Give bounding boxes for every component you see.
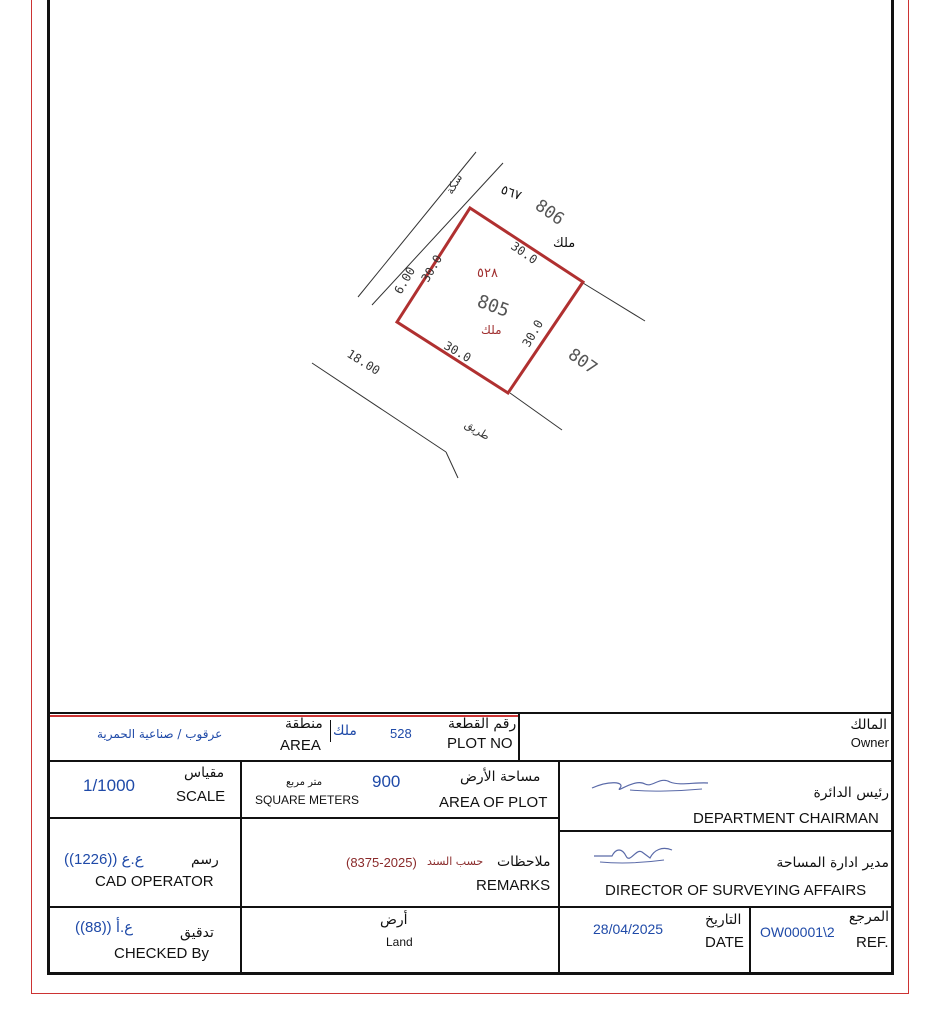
owner-label-en: Owner: [850, 735, 889, 750]
col-divider-left: [240, 760, 242, 974]
checked-value: ع.أ ((88)): [75, 919, 134, 936]
owner-label-ar: المالك: [850, 717, 887, 733]
road-top-inner-edge: [372, 163, 503, 305]
row-divider-left-1: [50, 817, 558, 819]
remarks-label-ar: ملاحظات: [497, 854, 551, 870]
date-label-ar: التاريخ: [705, 912, 742, 928]
dim-right: 30.0: [519, 317, 547, 350]
plot-number: 805: [474, 290, 513, 322]
chairman-signature: [590, 770, 710, 800]
row-divider-right-1: [558, 830, 892, 832]
director-label-en: DIRECTOR OF SURVEYING AFFAIRS: [605, 882, 867, 899]
date-label-en: DATE: [705, 934, 744, 951]
plot-no-label-ar: رقم القطعة: [448, 716, 517, 732]
road-width-top: 6.00: [391, 264, 419, 297]
dept-chairman-label-ar: رئيس الدائرة: [813, 785, 889, 801]
checked-label-en: CHECKED By: [114, 945, 210, 962]
remarks-value: (8375-2025): [346, 855, 417, 870]
area-value: عرقوب / صناعية الحمرية: [97, 727, 223, 741]
road-bottom-label: طريق: [462, 417, 493, 443]
row-divider-2: [50, 906, 892, 908]
north-neighbor-number: 806: [531, 195, 568, 230]
east-neighbor-number: 807: [564, 344, 601, 379]
row-divider-1: [50, 760, 892, 762]
cad-value: ع.ع ((1226)): [64, 851, 144, 868]
director-signature: [592, 842, 682, 868]
ref-label-ar: المرجع: [848, 909, 889, 925]
plot-bottom-extension: [510, 393, 562, 430]
col-divider-mid: [558, 760, 560, 974]
area-of-plot-label-ar: مساحة الأرض: [460, 769, 541, 785]
dept-chairman-label-en: DEPARTMENT CHAIRMAN: [693, 810, 879, 827]
road-bottom-end: [446, 452, 458, 478]
north-neighbor-label: ملك: [553, 236, 576, 251]
remarks-label-en: REMARKS: [476, 877, 551, 894]
plot-number-ar: ٥٢٨: [477, 266, 498, 281]
plot-no-label-en: PLOT NO: [447, 735, 513, 752]
dim-top: 30.0: [508, 238, 540, 268]
ref-label-en: REF.: [856, 934, 889, 951]
area-label-en: AREA: [280, 737, 321, 754]
date-value: 28/04/2025: [593, 921, 664, 937]
table-top-border: [50, 712, 892, 714]
sq-m-label-en: SQUARE METERS: [255, 793, 360, 807]
area-of-plot-label-en: AREA OF PLOT: [439, 794, 548, 811]
col-divider-date: [749, 906, 751, 974]
land-ar: أرض: [380, 912, 408, 928]
land-en: Land: [386, 935, 413, 949]
north-number: ٥٦٧: [498, 182, 524, 204]
dim-bottom: 30.0: [441, 338, 474, 366]
col-divider-owner: [518, 712, 520, 760]
scale-label-ar: مقياس: [184, 765, 225, 781]
plot-no-value: 528: [390, 726, 412, 741]
cad-label-en: CAD OPERATOR: [95, 873, 214, 890]
scale-label-en: SCALE: [176, 788, 226, 805]
road-width-bottom: 18.00: [344, 346, 383, 378]
checked-label-ar: تدقيق: [180, 925, 214, 941]
director-label-ar: مدير ادارة المساحة: [776, 855, 889, 871]
area-of-plot-value: 900: [372, 772, 401, 791]
sq-m-label-ar: متر مربع: [286, 777, 323, 788]
remarks-prefix: حسب السند: [427, 855, 484, 868]
road-top-label: سكة: [443, 171, 466, 197]
area-label-ar: منطقة: [285, 716, 323, 732]
area-tag: ملك: [333, 723, 357, 739]
road-bottom-edge: [312, 363, 446, 452]
cad-label-ar: رسم: [191, 852, 219, 868]
dim-left: 30.0: [418, 252, 446, 285]
ref-value: OW00001\2: [760, 924, 835, 940]
plot-label: ملك: [481, 323, 502, 337]
scale-value: 1/1000: [83, 776, 135, 795]
neighbor-807-boundary: [583, 283, 645, 321]
col-divider-area-tag: [330, 720, 331, 742]
